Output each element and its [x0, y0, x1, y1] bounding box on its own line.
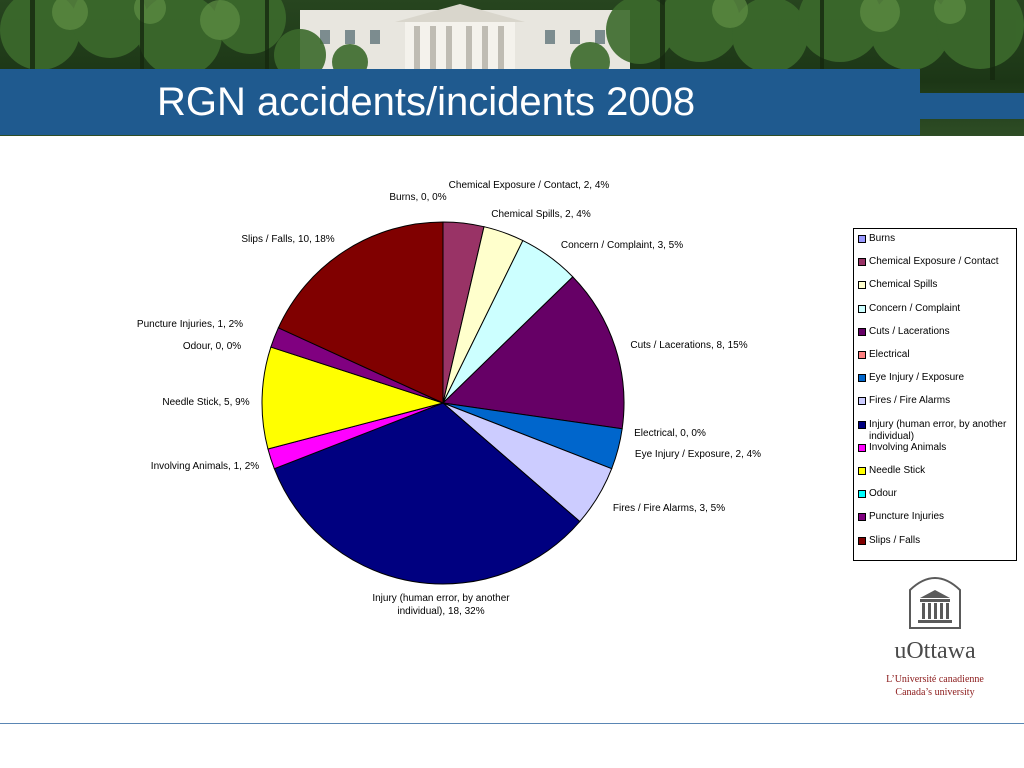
legend-swatch	[858, 305, 866, 313]
data-label-odour: Odour, 0, 0%	[182, 341, 242, 352]
legend-swatch	[858, 328, 866, 336]
legend-swatch	[858, 374, 866, 382]
data-label-cuts-lacerations: Cuts / Lacerations, 8, 15%	[630, 340, 748, 351]
university-building-icon	[870, 568, 1000, 633]
data-label-involving-animals: Involving Animals, 1, 2%	[150, 461, 260, 472]
legend-label: Odour	[869, 488, 897, 500]
legend-label: Cuts / Lacerations	[869, 325, 950, 337]
legend-swatch	[858, 444, 866, 452]
logo-subtitle-en: Canada’s university	[895, 687, 975, 698]
legend-swatch	[858, 397, 866, 405]
data-label-chemical-exposure-contact: Chemical Exposure / Contact, 2, 4%	[448, 180, 610, 191]
logo-subtitle-fr: L’Université canadienne	[886, 674, 984, 685]
footer-divider	[0, 723, 1024, 724]
uottawa-logo	[870, 568, 1000, 708]
title-banner-tail	[920, 93, 1024, 119]
legend-swatch	[858, 467, 866, 475]
legend-label: Chemical Spills	[869, 279, 938, 291]
data-label-burns: Burns, 0, 0%	[389, 192, 447, 203]
legend-label: Electrical	[869, 349, 910, 360]
legend-swatch	[858, 235, 866, 243]
legend-label: Needle Stick	[869, 465, 926, 476]
logo-wordmark: uOttawa	[894, 638, 976, 664]
data-label-chemical-spills: Chemical Spills, 2, 4%	[491, 209, 591, 220]
legend-swatch	[858, 351, 866, 359]
chart-legend	[853, 228, 1017, 561]
data-label-puncture-injuries: Puncture Injuries, 1, 2%	[136, 319, 244, 330]
legend-swatch	[858, 421, 866, 429]
legend-swatch	[858, 490, 866, 498]
data-label-eye-injury-exposure: Eye Injury / Exposure, 2, 4%	[634, 449, 762, 460]
legend-swatch	[858, 513, 866, 521]
legend-label: Burns	[869, 233, 896, 244]
pie-slices	[262, 222, 624, 584]
legend-label: Eye Injury / Exposure	[869, 372, 965, 384]
data-label-fires-fire-alarms: Fires / Fire Alarms, 3, 5%	[612, 503, 726, 514]
legend-label: Injury (human error, by another individual)	[869, 418, 1007, 442]
legend-label: Chemical Exposure / Contact	[869, 256, 999, 268]
data-label-slips-falls: Slips / Falls, 10, 18%	[241, 234, 335, 245]
legend-label: Puncture Injuries	[869, 511, 945, 523]
data-label-concern-complaint: Concern / Complaint, 3, 5%	[560, 240, 684, 251]
legend-label: Slips / Falls	[869, 534, 921, 546]
legend-swatch	[858, 537, 866, 545]
legend-label: Involving Animals	[869, 441, 947, 453]
data-label-needle-stick: Needle Stick, 5, 9%	[162, 397, 250, 408]
legend-swatch	[858, 281, 866, 289]
data-label-electrical: Electrical, 0, 0%	[634, 428, 706, 439]
legend-label: Fires / Fire Alarms	[869, 395, 951, 407]
legend-swatch	[858, 258, 866, 266]
data-label-injury-human-error-by-another-individual: Injury (human error, by another individual), 18, 32%	[372, 593, 510, 617]
slide-title: RGN accidents/incidents 2008	[157, 80, 696, 124]
legend-label: Concern / Complaint	[869, 302, 961, 314]
